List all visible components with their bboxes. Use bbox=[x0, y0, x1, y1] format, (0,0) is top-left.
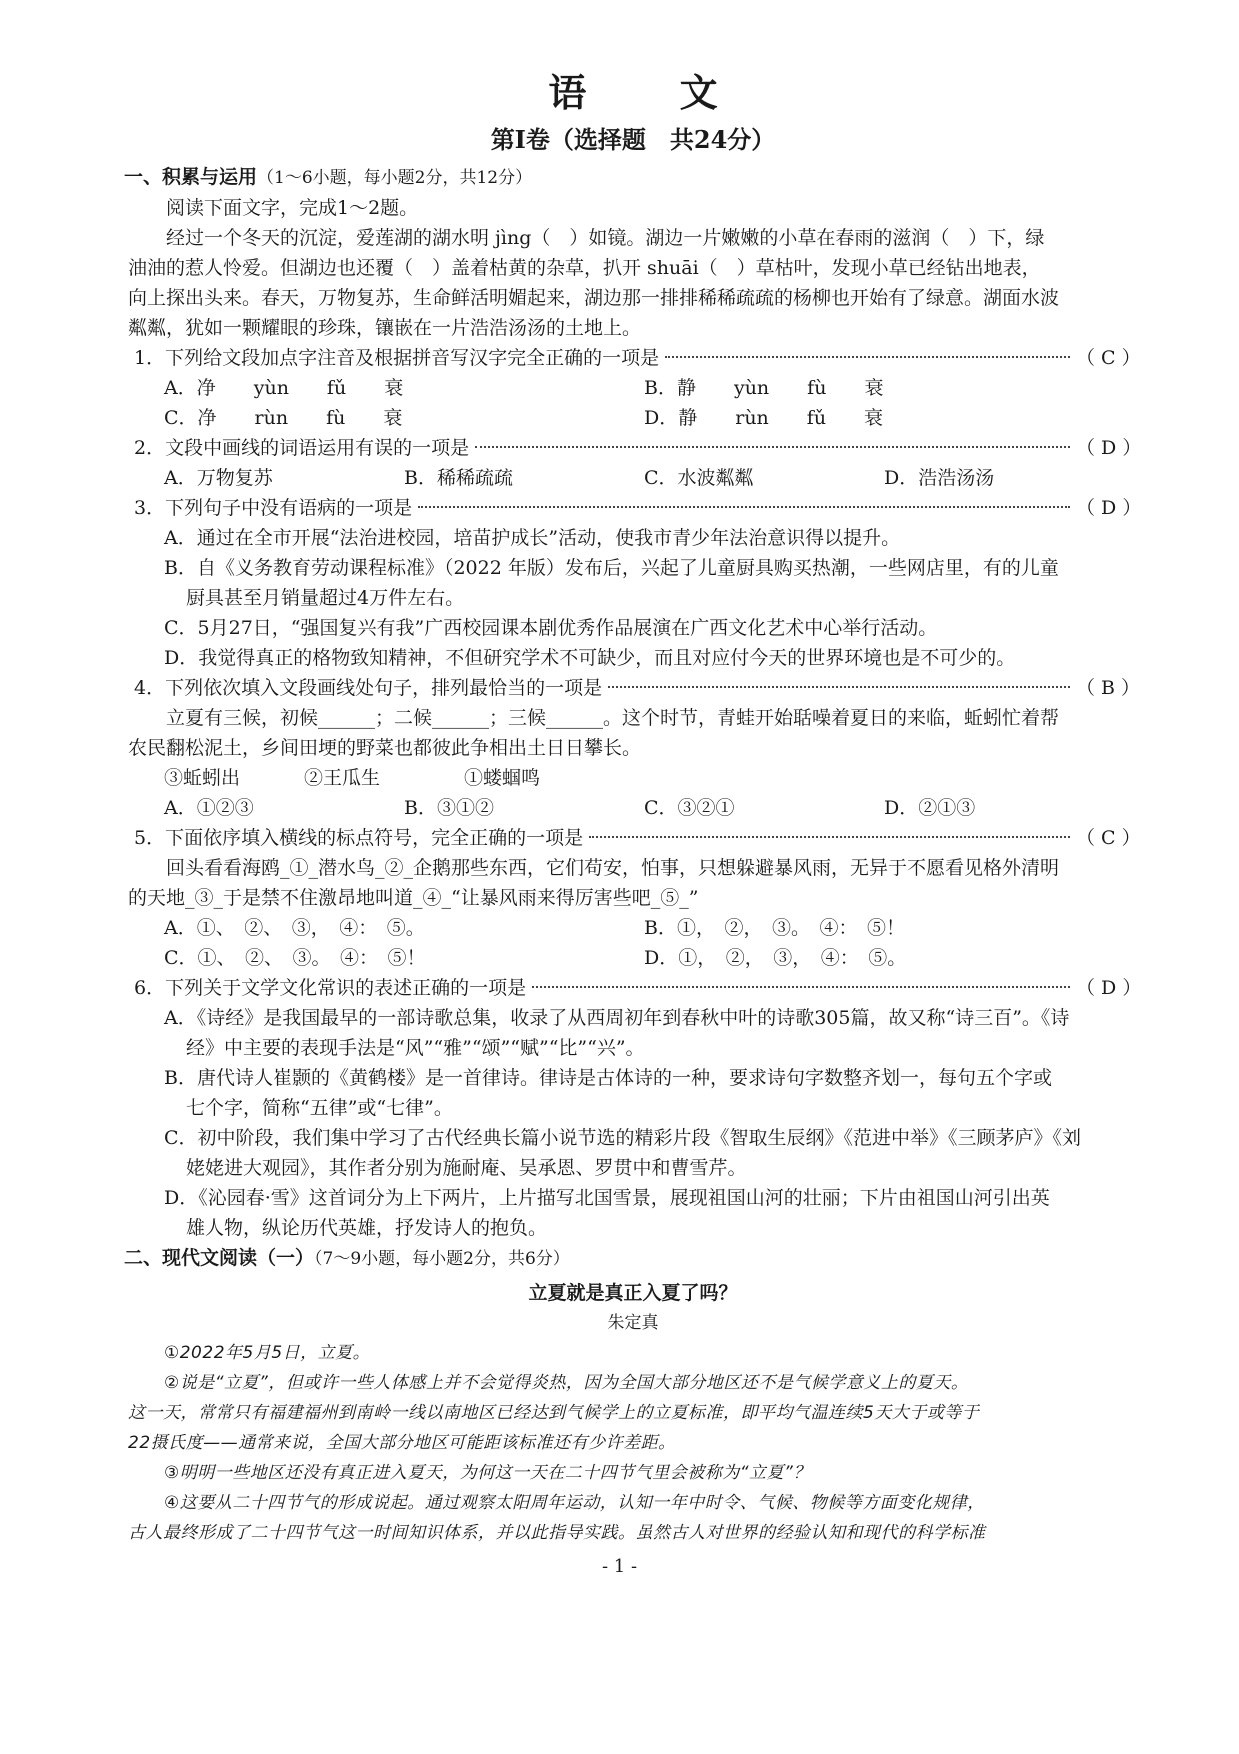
passage-line: 经过一个冬天的沉淀，爱莲湖的湖水明 jìng（ ）如镜。湖边一片嫩嫩的小草在春雨的滋润（ ）下，绿 bbox=[166, 227, 1045, 249]
option: A．①、 ②、 ③， ④： ⑤。 bbox=[164, 917, 425, 939]
question-2: 2．文段中画线的词语运用有误的一项是 （ D ） bbox=[134, 433, 1138, 463]
question-5-text: 的天地_③_于是禁不住激昂地叫道_④_“让暴风雨来得厉害些吧_⑤_” bbox=[128, 887, 699, 909]
article-body bbox=[128, 1338, 1138, 1548]
answer-1: （ C ） bbox=[1076, 347, 1141, 369]
option: B．③①② bbox=[404, 797, 494, 819]
option: C．5月27日，“强国复兴有我”广西校园课本剧优秀作品展演在广西文化艺术中心举行活动。 bbox=[164, 617, 938, 639]
article-paragraph: ②说是“立夏”，但或许一些人体感上并不会觉得炎热，因为全国大部分地区还不是气候学意义上的夏天。 bbox=[164, 1373, 969, 1393]
option: D．浩浩汤汤 bbox=[884, 467, 995, 489]
item: ③蚯蚓出 bbox=[164, 767, 241, 789]
question-3: 3．下列句子中没有语病的一项是 （ D ） bbox=[134, 493, 1138, 523]
article-paragraph: ④这要从二十四节气的形成说起。通过观察太阳周年运动，认知一年中时令、气候、物候等方面变化规律， bbox=[164, 1493, 985, 1513]
option: D．《沁园春·雪》这首词分为上下两片，上片描写北国雪景，展现祖国山河的壮丽；下片由祖国山河引出英 bbox=[164, 1187, 1050, 1209]
option: C．初中阶段，我们集中学习了古代经典长篇小说节选的精彩片段《智取生辰纲》《范进中举》《三顾茅庐》《刘 bbox=[164, 1127, 1082, 1149]
answer-3: （ D ） bbox=[1076, 497, 1142, 519]
options-2 bbox=[164, 463, 1138, 493]
option: B．唐代诗人崔颢的《黄鹤楼》是一首律诗。律诗是古体诗的一种，要求诗句字数整齐划一，每句五个字或 bbox=[164, 1067, 1052, 1089]
page-number: - 1 - bbox=[601, 1556, 638, 1577]
options-5 bbox=[164, 913, 1138, 973]
item: ②王瓜生 bbox=[304, 767, 381, 789]
question-4-text: 立夏有三候，初候______；二候______；三候______。这个时节，青蛙开始聒噪着夏日的来临，蚯蚓忙着帮 bbox=[166, 707, 1060, 729]
section1-heading: 一、积累与运用（1～6小题，每小题2分，共12分） bbox=[124, 166, 533, 188]
option: D．我觉得真正的格物致知精神，不但研究学术不可缺少，而且对应付今天的世界环境也是不可少的。 bbox=[164, 647, 1016, 669]
item: ①蝼蝈鸣 bbox=[464, 767, 541, 789]
article-paragraph: ③明明一些地区还没有真正进入夏天，为何这一天在二十四节气里会被称为“立夏”？ bbox=[164, 1463, 811, 1483]
question-4-text: 农民翻松泥土，乡间田埂的野菜也都彼此争相出土日日攀长。 bbox=[128, 737, 642, 759]
option: B．自《义务教育劳动课程标准》（2022 年版）发布后，兴起了儿童厨具购买热潮，一些网店里，有的儿童 bbox=[164, 557, 1059, 579]
option-continued: 七个字，简称“五律”或“七律”。 bbox=[186, 1097, 453, 1119]
option: B．静 yùn fù 衰 bbox=[644, 377, 884, 399]
answer-4: （ B ） bbox=[1076, 677, 1141, 699]
option: A．①②③ bbox=[164, 797, 254, 819]
article-line: 古人最终形成了二十四节气这一时间知识体系，并以此指导实践。虽然古人对世界的经验认知和现代的科学标准 bbox=[128, 1523, 986, 1543]
option: D．①， ②， ③， ④： ⑤。 bbox=[644, 947, 907, 969]
options-3 bbox=[164, 523, 1138, 673]
option-continued: 经》中主要的表现手法是“风”“雅”“颂”“赋”“比”“兴”。 bbox=[186, 1037, 645, 1059]
option: C．净 rùn fù 衰 bbox=[164, 407, 403, 429]
option: C．③②① bbox=[644, 797, 735, 819]
passage bbox=[128, 223, 1138, 343]
answer-6: （ D ） bbox=[1076, 977, 1142, 999]
article-paragraph: ①2022年5月5日，立夏。 bbox=[164, 1343, 371, 1363]
option: B．①， ②， ③。 ④： ⑤！ bbox=[644, 917, 905, 939]
options-1 bbox=[164, 373, 1138, 433]
article-author: 朱定真 bbox=[607, 1313, 659, 1333]
question-4: 4．下列依次填入文段画线处句子，排列最恰当的一项是 （ B ） bbox=[134, 673, 1138, 703]
options-6 bbox=[164, 1003, 1138, 1243]
option: D．②①③ bbox=[884, 797, 976, 819]
option: C．①、 ②、 ③。 ④： ⑤！ bbox=[164, 947, 426, 969]
option-continued: 雄人物，纵论历代英雄，抒发诗人的抱负。 bbox=[186, 1217, 548, 1239]
option-continued: 姥姥进大观园》，其作者分别为施耐庵、吴承恩、罗贯中和曹雪芹。 bbox=[186, 1157, 747, 1179]
answer-5: （ C ） bbox=[1076, 827, 1141, 849]
option: C．水波粼粼 bbox=[644, 467, 754, 489]
exam-sheet bbox=[124, 70, 1142, 1548]
option: A．万物复苏 bbox=[164, 467, 273, 489]
options-4 bbox=[164, 793, 1138, 823]
option: A．净 yùn fǔ 衰 bbox=[164, 377, 404, 399]
section2-heading: 二、现代文阅读（一）（7～9小题，每小题2分，共6分） bbox=[124, 1247, 570, 1269]
option: D．静 rùn fǔ 衰 bbox=[644, 407, 884, 429]
question-4-items bbox=[164, 763, 1138, 793]
question-5: 5．下面依序填入横线的标点符号，完全正确的一项是 （ C ） bbox=[134, 823, 1138, 853]
article-line: 这一天，常常只有福建福州到南岭一线以南地区已经达到气候学上的立夏标准，即平均气温连续5天大于或等于 bbox=[128, 1403, 980, 1423]
exam-subtitle: 第Ⅰ卷（选择题 共24分） bbox=[490, 125, 776, 154]
option: A．通过在全市开展“法治进校园，培苗护成长”活动，使我市青少年法治意识得以提升。 bbox=[164, 527, 901, 549]
question-5-text: 回头看看海鸥_①_潜水鸟_②_企鹅那些东西，它们苟安，怕事，只想躲避暴风雨，无异于不愿看见格外清明 bbox=[166, 857, 1060, 879]
passage-line: 油油的惹人怜爱。但湖边也还覆（ ）盖着枯黄的杂草，扒开 shuāi（ ）草枯叶，发现小草已经钻出地表， bbox=[128, 257, 1041, 279]
passage-line: 向上探出头来。春天，万物复苏，生命鲜活明媚起来，湖边那一排排稀稀疏疏的杨柳也开始有了绿意。湖面水波 bbox=[128, 287, 1060, 309]
option: B．稀稀疏疏 bbox=[404, 467, 513, 489]
article-line: 22摄氏度——通常来说，全国大部分地区可能距该标准还有少许差距。 bbox=[128, 1433, 676, 1453]
exam-title: 语 文 bbox=[548, 70, 758, 115]
option-continued: 厨具甚至月销量超过4万件左右。 bbox=[186, 587, 465, 609]
answer-2: （ D ） bbox=[1076, 437, 1142, 459]
article-title: 立夏就是真正入夏了吗？ bbox=[528, 1282, 738, 1304]
option: A．《诗经》是我国最早的一部诗歌总集，收录了从西周初年到春秋中叶的诗歌305篇，故又称“诗三百”。《诗 bbox=[164, 1007, 1070, 1029]
question-1: 1．下列给文段加点字注音及根据拼音写汉字完全正确的一项是 （ C ） bbox=[134, 343, 1138, 373]
section1-intro: 阅读下面文字，完成1～2题。 bbox=[166, 197, 419, 219]
passage-line: 粼粼，犹如一颗耀眼的珍珠，镶嵌在一片浩浩汤汤的土地上。 bbox=[128, 317, 642, 339]
question-6: 6．下列关于文学文化常识的表述正确的一项是 （ D ） bbox=[134, 973, 1138, 1003]
